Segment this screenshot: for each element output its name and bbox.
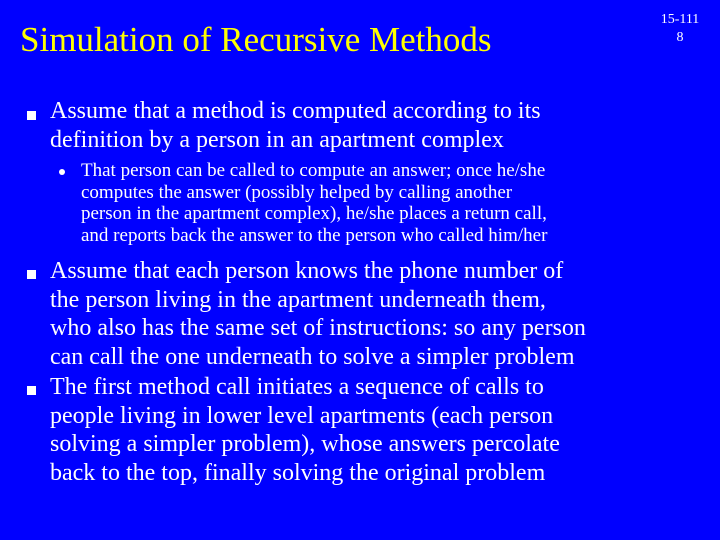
slide-title: Simulation of Recursive Methods xyxy=(20,20,492,59)
bullet-line: Assume that each person knows the phone number of xyxy=(50,258,564,284)
square-bullet-icon xyxy=(27,111,36,120)
dot-bullet-icon xyxy=(59,169,65,175)
bullet-line: definition by a person in an apartment complex xyxy=(50,126,504,153)
bullet-line: The first method call initiates a sequence of calls to xyxy=(50,374,544,400)
bullet-line: Assume that a method is computed according to its xyxy=(50,98,541,124)
bullet-line: people living in lower level apartments (each person xyxy=(50,402,554,429)
square-bullet-icon xyxy=(27,386,36,395)
sub-bullet-line: person in the apartment complex), he/she places a return call, xyxy=(81,203,547,224)
slide-number-course: 15-111 xyxy=(660,12,700,27)
bullet-text xyxy=(50,373,690,487)
bullet-text xyxy=(50,97,690,154)
sub-bullet-line: That person can be called to compute an answer; once he/she xyxy=(81,160,546,181)
bullet-line: solving a simpler problem), whose answers percolate xyxy=(50,431,560,457)
slide-number-page: 8 xyxy=(676,30,684,45)
bullet-line: back to the top, finally solving the original problem xyxy=(50,459,546,486)
sub-bullet-line: computes the answer (possibly helped by calling another xyxy=(81,181,513,203)
bullet-line: can call the one underneath to solve a simpler problem xyxy=(50,343,575,370)
sub-bullet-text xyxy=(81,160,681,246)
square-bullet-icon xyxy=(27,270,36,279)
bullet-line: the person living in the apartment underneath them, xyxy=(50,286,546,313)
slide-number xyxy=(654,11,706,47)
sub-bullet-line: and reports back the answer to the person who called him/her xyxy=(81,224,548,246)
bullet-text xyxy=(50,257,690,371)
bullet-line: who also has the same set of instructions: so any person xyxy=(50,315,586,341)
